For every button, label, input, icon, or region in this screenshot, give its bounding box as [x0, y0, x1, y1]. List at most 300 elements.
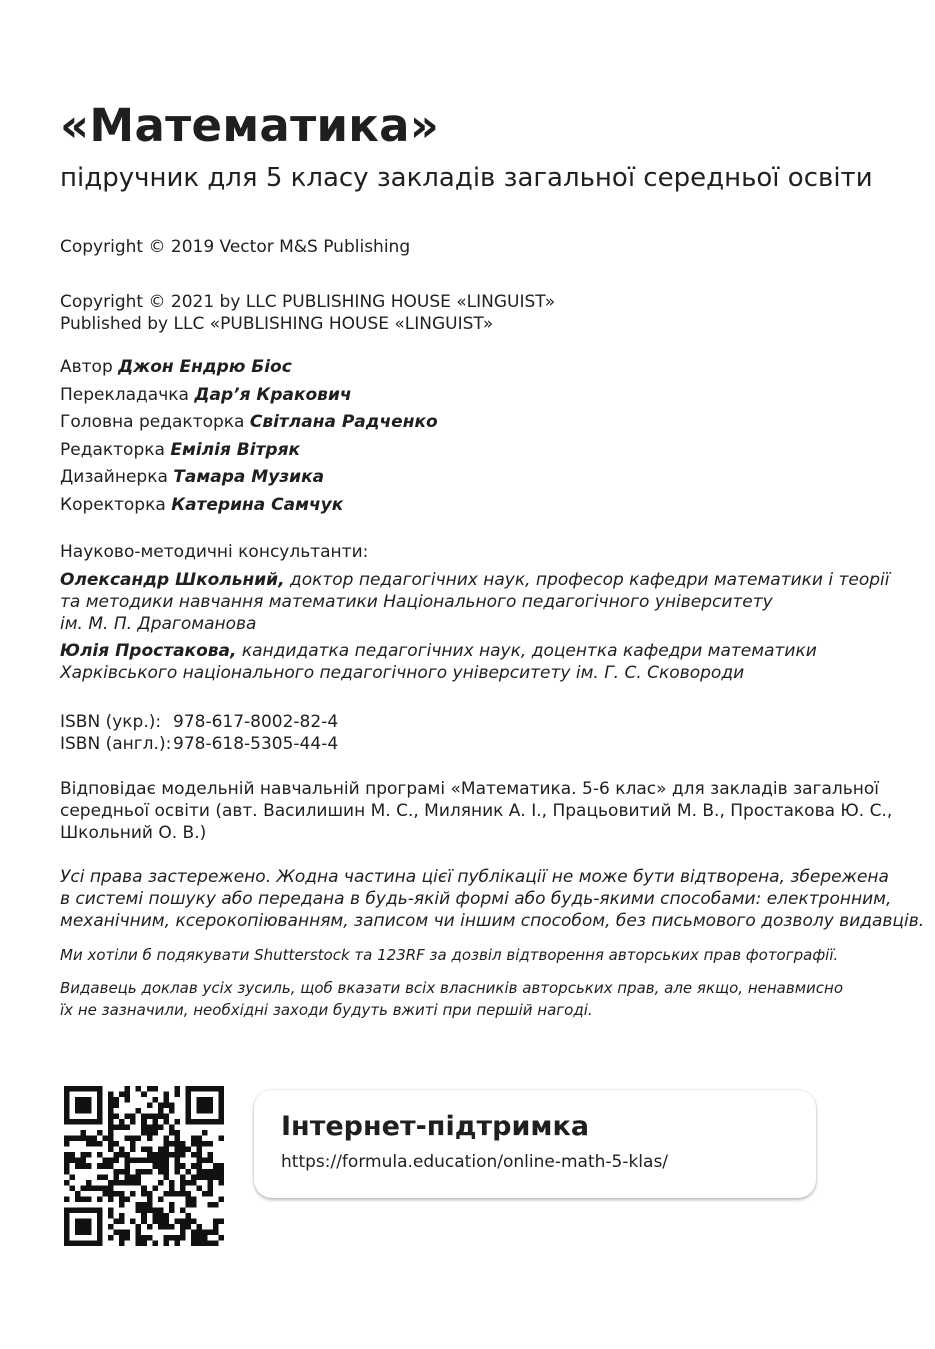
qr-module: [119, 1213, 125, 1219]
qr-module: [207, 1097, 213, 1103]
qr-module: [125, 1169, 131, 1175]
qr-module: [75, 1163, 81, 1169]
qr-module: [207, 1158, 213, 1164]
qr-module: [108, 1141, 114, 1147]
qr-module: [108, 1224, 114, 1230]
qr-module: [163, 1158, 169, 1164]
credit-role: Дизайнерка: [60, 467, 168, 488]
qr-module: [207, 1185, 213, 1191]
qr-module: [147, 1114, 153, 1120]
consultant-desc: кандидатка педагогічних наук, доцентка кафедри математики: [236, 641, 817, 661]
qr-module: [141, 1158, 147, 1164]
qr-module: [108, 1130, 114, 1136]
qr-module: [185, 1097, 191, 1103]
consultant-entry: [60, 640, 817, 684]
qr-module: [125, 1152, 131, 1158]
qr-module: [125, 1180, 131, 1186]
qr-module: [180, 1218, 186, 1224]
qr-module: [141, 1114, 147, 1120]
qr-module: [86, 1103, 92, 1109]
qr-module: [119, 1119, 125, 1125]
qr-module: [130, 1180, 136, 1186]
qr-module: [169, 1152, 175, 1158]
qr-module: [218, 1114, 224, 1120]
qr-module: [218, 1136, 224, 1142]
qr-module: [169, 1202, 175, 1208]
qr-module: [114, 1103, 120, 1109]
qr-module: [119, 1229, 125, 1235]
qr-module: [207, 1103, 213, 1109]
publisher-note: [60, 977, 843, 1021]
isbn-block: [60, 711, 338, 755]
credit-role: Перекладачка: [60, 384, 189, 405]
qr-module: [152, 1125, 158, 1131]
program-note-line: Школьний О. В.): [60, 823, 207, 843]
isbn-label: ISBN (укр.):: [60, 712, 162, 732]
qr-module: [207, 1152, 213, 1158]
qr-module: [141, 1185, 147, 1191]
qr-module: [136, 1180, 142, 1186]
qr-module: [108, 1185, 114, 1191]
qr-module: [185, 1180, 191, 1186]
qr-module: [64, 1180, 70, 1186]
qr-module: [64, 1108, 70, 1114]
credit-role: Редакторка: [60, 439, 165, 460]
qr-module: [114, 1229, 120, 1235]
qr-module: [64, 1196, 70, 1202]
qr-module: [108, 1108, 114, 1114]
credit-line: [60, 437, 438, 465]
qr-module: [185, 1147, 191, 1153]
qr-module: [174, 1092, 180, 1098]
qr-module: [218, 1108, 224, 1114]
qr-module: [70, 1185, 76, 1191]
qr-module: [108, 1103, 114, 1109]
qr-module: [81, 1196, 87, 1202]
qr-module: [169, 1130, 175, 1136]
qr-module: [174, 1240, 180, 1246]
qr-module: [185, 1218, 191, 1224]
credit-line: [60, 382, 438, 410]
qr-module: [207, 1202, 213, 1208]
qr-module: [202, 1240, 208, 1246]
thanks-note: Ми хотіли б подякувати Shutterstock та 123RF за дозвіл відтворення авторських прав фотографії.: [60, 946, 839, 964]
qr-module: [97, 1174, 103, 1180]
isbn-line: [60, 711, 338, 733]
qr-module: [130, 1218, 136, 1224]
qr-module: [64, 1136, 70, 1142]
qr-module: [108, 1119, 114, 1125]
qr-module: [174, 1119, 180, 1125]
qr-module: [163, 1141, 169, 1147]
qr-module: [97, 1229, 103, 1235]
qr-module: [70, 1158, 76, 1164]
qr-module: [86, 1097, 92, 1103]
qr-module: [163, 1092, 169, 1098]
qr-module: [92, 1086, 98, 1092]
qr-module: [103, 1174, 109, 1180]
qr-module: [97, 1196, 103, 1202]
qr-module: [185, 1092, 191, 1098]
credit-role: Автор: [60, 357, 113, 377]
qr-module: [97, 1092, 103, 1098]
qr-module: [136, 1207, 142, 1213]
qr-module: [196, 1240, 202, 1246]
program-note: [60, 778, 892, 844]
qr-module: [196, 1169, 202, 1175]
qr-module: [114, 1141, 120, 1147]
qr-module: [86, 1185, 92, 1191]
qr-module: [191, 1163, 197, 1169]
qr-module: [174, 1086, 180, 1092]
qr-module: [207, 1119, 213, 1125]
qr-module: [125, 1125, 131, 1131]
qr-module: [163, 1218, 169, 1224]
qr-module: [180, 1207, 186, 1213]
qr-module: [158, 1169, 164, 1175]
qr-module: [141, 1147, 147, 1153]
qr-module: [75, 1196, 81, 1202]
qr-module: [207, 1180, 213, 1186]
qr-module: [152, 1207, 158, 1213]
qr-module: [218, 1086, 224, 1092]
qr-module: [191, 1136, 197, 1142]
qr-module: [108, 1191, 114, 1197]
qr-module: [158, 1152, 164, 1158]
qr-module: [180, 1163, 186, 1169]
rights-notice: [60, 866, 924, 932]
page-subtitle: підручник для 5 класу закладів загальної середньої освіти: [60, 163, 873, 193]
qr-module: [136, 1240, 142, 1246]
qr-module: [196, 1185, 202, 1191]
qr-module: [81, 1136, 87, 1142]
qr-module: [141, 1092, 147, 1098]
credit-name: Світлана Радченко: [249, 412, 438, 433]
qr-module: [141, 1130, 147, 1136]
qr-module: [108, 1147, 114, 1153]
qr-module: [202, 1086, 208, 1092]
qr-module: [97, 1086, 103, 1092]
qr-module: [86, 1180, 92, 1186]
qr-module: [70, 1174, 76, 1180]
qr-module: [64, 1207, 70, 1213]
qr-module: [180, 1180, 186, 1186]
qr-module: [97, 1114, 103, 1120]
qr-module: [97, 1235, 103, 1241]
qr-module: [136, 1235, 142, 1241]
qr-module: [191, 1235, 197, 1241]
qr-module: [185, 1108, 191, 1114]
qr-module: [213, 1163, 219, 1169]
rights-line: в системі пошуку або передана в будь-якій формі або будь-якими способами: електронним,: [60, 889, 892, 909]
qr-module: [114, 1125, 120, 1131]
qr-module: [163, 1119, 169, 1125]
page-title: «Математика»: [60, 99, 440, 152]
qr-module: [180, 1141, 186, 1147]
qr-module: [218, 1196, 224, 1202]
qr-module: [75, 1224, 81, 1230]
qr-module: [147, 1202, 153, 1208]
qr-module: [114, 1218, 120, 1224]
consultant-entry: [60, 569, 890, 635]
qr-module: [75, 1097, 81, 1103]
qr-module: [202, 1130, 208, 1136]
qr-module: [97, 1108, 103, 1114]
qr-module: [75, 1229, 81, 1235]
qr-module: [174, 1130, 180, 1136]
qr-module: [97, 1213, 103, 1219]
qr-module: [64, 1119, 70, 1125]
qr-module: [75, 1108, 81, 1114]
qr-module: [119, 1191, 125, 1197]
qr-module: [213, 1240, 219, 1246]
qr-module: [81, 1103, 87, 1109]
qr-module: [174, 1136, 180, 1142]
qr-module: [97, 1119, 103, 1125]
qr-module: [147, 1158, 153, 1164]
qr-module: [174, 1169, 180, 1175]
qr-module: [75, 1086, 81, 1092]
qr-module: [114, 1169, 120, 1175]
qr-module: [147, 1224, 153, 1230]
internet-support-card[interactable]: [254, 1090, 816, 1198]
qr-module: [86, 1086, 92, 1092]
qr-module: [125, 1196, 131, 1202]
credit-role: Коректорка: [60, 494, 166, 515]
qr-module: [103, 1158, 109, 1164]
qr-module: [158, 1207, 164, 1213]
qr-module: [86, 1141, 92, 1147]
qr-module: [81, 1119, 87, 1125]
qr-module: [119, 1147, 125, 1153]
qr-module: [169, 1235, 175, 1241]
qr-module: [163, 1169, 169, 1175]
qr-module: [108, 1207, 114, 1213]
qr-module: [119, 1092, 125, 1098]
rights-line: Усі права застережено. Жодна частина цієї публікації не може бути відтворена, збережена: [60, 867, 889, 887]
credit-line: [60, 354, 438, 382]
qr-module: [158, 1196, 164, 1202]
qr-module: [191, 1240, 197, 1246]
qr-module: [207, 1191, 213, 1197]
qr-code-icon[interactable]: [64, 1086, 224, 1246]
qr-module: [202, 1174, 208, 1180]
qr-module: [125, 1235, 131, 1241]
qr-module: [213, 1224, 219, 1230]
qr-module: [75, 1191, 81, 1197]
qr-module: [158, 1180, 164, 1186]
publisher-note-line: їх не зазначили, необхідні заходи будуть вжиті при першій нагоді.: [60, 1001, 593, 1019]
qr-module: [64, 1152, 70, 1158]
qr-module: [147, 1152, 153, 1158]
qr-module: [75, 1103, 81, 1109]
qr-module: [136, 1224, 142, 1230]
qr-module: [207, 1086, 213, 1092]
qr-module: [196, 1119, 202, 1125]
qr-module: [196, 1174, 202, 1180]
qr-module: [218, 1119, 224, 1125]
qr-module: [81, 1108, 87, 1114]
qr-module: [64, 1240, 70, 1246]
qr-module: [103, 1163, 109, 1169]
qr-module: [86, 1152, 92, 1158]
credit-name: Джон Ендрю Біос: [118, 357, 292, 377]
isbn-label: ISBN (англ.):: [60, 734, 172, 754]
qr-module: [103, 1185, 109, 1191]
qr-module: [119, 1235, 125, 1241]
qr-module: [202, 1108, 208, 1114]
qr-module: [152, 1185, 158, 1191]
qr-module: [86, 1218, 92, 1224]
qr-module: [218, 1180, 224, 1186]
qr-module: [163, 1103, 169, 1109]
qr-module: [97, 1240, 103, 1246]
qr-module: [75, 1207, 81, 1213]
qr-module: [108, 1213, 114, 1219]
qr-module: [163, 1213, 169, 1219]
qr-module: [163, 1147, 169, 1153]
qr-module: [180, 1185, 186, 1191]
qr-module: [75, 1240, 81, 1246]
qr-module: [152, 1213, 158, 1219]
publisher-note-line: Видавець доклав усіх зусиль, щоб вказати всіх власників авторських прав, але якщо, ненавмисно: [60, 979, 844, 997]
qr-module: [86, 1229, 92, 1235]
qr-module: [86, 1196, 92, 1202]
credit-name: Тамара Музика: [173, 467, 325, 488]
qr-module: [141, 1213, 147, 1219]
qr-module: [163, 1097, 169, 1103]
qr-module: [207, 1174, 213, 1180]
qr-module: [81, 1158, 87, 1164]
qr-module: [196, 1152, 202, 1158]
qr-module: [152, 1218, 158, 1224]
qr-module: [174, 1218, 180, 1224]
qr-module: [114, 1097, 120, 1103]
qr-module: [191, 1196, 197, 1202]
qr-module: [81, 1152, 87, 1158]
qr-module: [185, 1196, 191, 1202]
qr-module: [108, 1235, 114, 1241]
qr-module: [185, 1086, 191, 1092]
qr-module: [81, 1185, 87, 1191]
qr-module: [136, 1174, 142, 1180]
qr-module: [218, 1097, 224, 1103]
qr-module: [158, 1218, 164, 1224]
qr-module: [114, 1180, 120, 1186]
qr-module: [114, 1191, 120, 1197]
credit-line: [60, 464, 438, 492]
qr-module: [64, 1097, 70, 1103]
qr-module: [97, 1130, 103, 1136]
qr-module: [207, 1229, 213, 1235]
credit-name: Катерина Самчук: [171, 494, 344, 515]
qr-module: [207, 1141, 213, 1147]
qr-module: [163, 1114, 169, 1120]
qr-module: [163, 1240, 169, 1246]
qr-module: [114, 1114, 120, 1120]
qr-module: [185, 1103, 191, 1109]
qr-module: [125, 1097, 131, 1103]
qr-module: [97, 1097, 103, 1103]
qr-module: [119, 1202, 125, 1208]
qr-module: [185, 1119, 191, 1125]
qr-module: [119, 1169, 125, 1175]
qr-module: [119, 1152, 125, 1158]
qr-module: [119, 1180, 125, 1186]
qr-module: [169, 1180, 175, 1186]
qr-module: [174, 1191, 180, 1197]
qr-module: [152, 1163, 158, 1169]
qr-module: [218, 1092, 224, 1098]
qr-module: [152, 1114, 158, 1120]
qr-module: [169, 1207, 175, 1213]
credits-list: [60, 354, 438, 520]
qr-module: [196, 1086, 202, 1092]
qr-module: [196, 1158, 202, 1164]
qr-module: [130, 1191, 136, 1197]
qr-module: [169, 1108, 175, 1114]
copyright-line: Copyright © 2021 by LLC PUBLISHING HOUSE «LINGUIST»: [60, 292, 556, 312]
qr-module: [147, 1103, 153, 1109]
qr-module: [152, 1240, 158, 1246]
credit-role: Головна редакторка: [60, 412, 245, 433]
support-title: Інтернет-підтримка: [281, 1111, 590, 1142]
qr-module: [125, 1114, 131, 1120]
qr-module: [125, 1158, 131, 1164]
qr-module: [196, 1163, 202, 1169]
qr-module: [141, 1235, 147, 1241]
consultant-name: Юлія Простакова,: [60, 641, 237, 661]
qr-module: [81, 1163, 87, 1169]
qr-module: [141, 1240, 147, 1246]
qr-module: [152, 1097, 158, 1103]
qr-module: [75, 1218, 81, 1224]
program-note-line: Відповідає модельній навчальній програмі «Математика. 5-6 клас» для закладів загальної: [60, 779, 879, 799]
published-by-line: Published by LLC «PUBLISHING HOUSE «LINGUIST»: [60, 314, 494, 334]
qr-module: [163, 1224, 169, 1230]
qr-module: [213, 1202, 219, 1208]
qr-module: [163, 1163, 169, 1169]
qr-module: [81, 1207, 87, 1213]
qr-module: [92, 1207, 98, 1213]
qr-module: [180, 1174, 186, 1180]
qr-module: [191, 1152, 197, 1158]
qr-module: [64, 1213, 70, 1219]
qr-module: [75, 1136, 81, 1142]
qr-module: [86, 1136, 92, 1142]
qr-module: [152, 1086, 158, 1092]
isbn-value: 978-617-8002-82-4: [173, 712, 339, 732]
qr-module: [64, 1163, 70, 1169]
qr-module: [207, 1169, 213, 1175]
qr-module: [86, 1163, 92, 1169]
qr-module: [70, 1136, 76, 1142]
qr-module: [191, 1141, 197, 1147]
qr-module: [191, 1202, 197, 1208]
qr-module: [169, 1185, 175, 1191]
qr-module: [64, 1114, 70, 1120]
qr-module: [108, 1196, 114, 1202]
qr-module: [130, 1158, 136, 1164]
qr-module: [147, 1207, 153, 1213]
qr-module: [141, 1169, 147, 1175]
qr-module: [114, 1174, 120, 1180]
qr-module: [147, 1086, 153, 1092]
qr-module: [218, 1174, 224, 1180]
qr-module: [108, 1163, 114, 1169]
consultant-desc: Харківського національного педагогічного університету ім. Г. С. Сковороди: [60, 663, 745, 683]
support-url-link[interactable]: https://formula.education/online-math-5-klas/: [281, 1152, 669, 1172]
